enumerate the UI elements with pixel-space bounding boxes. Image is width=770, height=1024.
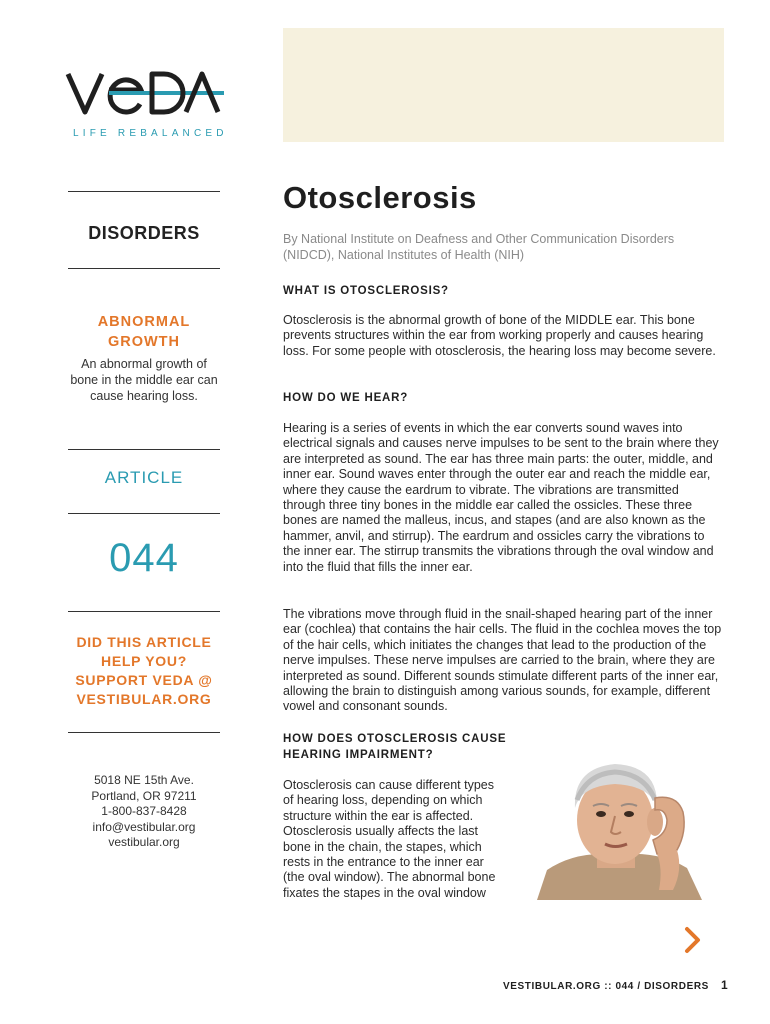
sidebar-section-title: DISORDERS — [88, 223, 200, 243]
sidebar-divider — [68, 449, 220, 450]
page-number: 1 — [721, 978, 728, 992]
section-heading: HOW DO WE HEAR? — [283, 392, 409, 404]
sidebar-divider — [68, 732, 220, 733]
section-heading: HOW DOES OTOSCLEROSIS CAUSE HEARING IMPAIRMENT? — [283, 733, 507, 761]
article-byline: By National Institute on Deafness and Other Communication Disorders (NIDCD), National Institutes of Health (NIH) — [283, 232, 675, 262]
article-number: 044 — [109, 536, 179, 580]
sidebar-divider — [68, 513, 220, 514]
paragraph: Otosclerosis is the abnormal growth of bone of the MIDDLE ear. This bone prevents structures within the ear from working properly and causes hearing loss. For some people with otosclerosis, the hearing loss may become severe. — [283, 313, 716, 358]
paragraph: The vibrations move through fluid in the snail-shaped hearing part of the inner ear (cochlea) that contains the hair cells. The fluid in the cochlea moves the top of the hair cells, which initiates the changes that lead to the production of the nerve impulses. These nerve impulses are carried to the brain, where they are interpreted as sound. Different sounds stimulate different parts of the inner ear, allowing the brain to distinguish among various sounds, for example, different vowel and consonant sounds. — [283, 607, 722, 714]
category-title: ABNORMAL GROWTH — [97, 314, 191, 350]
logo-tagline: LIFE REBALANCED — [73, 128, 228, 139]
sidebar-divider — [68, 191, 220, 192]
contact-address — [68, 773, 220, 851]
address-phone: 1-800-837-8428 — [101, 804, 187, 818]
sidebar-divider — [68, 268, 220, 269]
paragraph: Otosclerosis can cause different types of hearing loss, depending on which structure within the ear is affected. Otosclerosis usually affects the last bone in the chain, the stapes, which rests in the entrance to the inner ear (the oval window). The abnormal bone fixates the stapes in the oval window — [283, 778, 496, 900]
article-title: Otosclerosis — [283, 180, 477, 215]
section-heading: WHAT IS OTOSCLEROSIS? — [283, 285, 449, 297]
address-email[interactable]: info@vestibular.org — [92, 819, 196, 834]
address-web[interactable]: vestibular.org — [108, 835, 180, 849]
chevron-right-icon[interactable] — [682, 926, 704, 954]
page-footer: VESTIBULAR.ORG :: 044 / DISORDERS — [503, 981, 709, 992]
header-panel — [283, 28, 724, 142]
support-link[interactable]: DID THIS ARTICLE HELP YOU? SUPPORT VEDA @ VESTIBULAR.ORG — [75, 634, 213, 707]
category-description: An abnormal growth of bone in the middle ear can cause hearing loss. — [70, 357, 218, 403]
address-city: Portland, OR 97211 — [91, 788, 197, 803]
elderly-man-cupping-ear-photo — [517, 750, 725, 900]
address-street: 5018 NE 15th Ave. — [94, 773, 194, 787]
paragraph: Hearing is a series of events in which the ear converts sound waves into electrical signals and causes nerve impulses to be sent to the brain where they are interpreted as sound. The ear has three main parts: the outer, middle, and inner ear. Sound waves enter through the outer ear and reach the middle ear, where they cause the eardrum to vibrate. The vibrations are transmitted through three tiny bones in the middle ear called the ossicles. These three bones are named the malleus, incus, and stapes (and are also known as the hammer, anvil, and stirrup). The eardrum and ossicles carry the vibrations to the inner ear. The stirrup transmits the vibrations through the oval window and into the fluid that fills the inner ear. — [283, 421, 719, 574]
sidebar-divider — [68, 611, 220, 612]
article-label: ARTICLE — [104, 468, 184, 487]
veda-wordmark-icon — [64, 68, 224, 122]
